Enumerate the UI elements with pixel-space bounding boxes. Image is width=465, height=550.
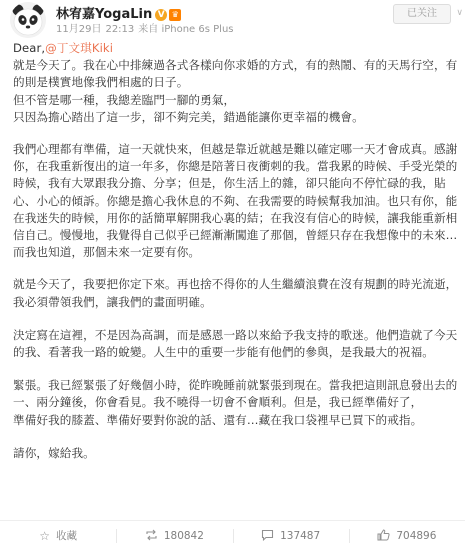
chevron-down-icon[interactable]: ∨ <box>456 8 463 18</box>
repost-count: 180842 <box>163 529 204 542</box>
action-bar <box>0 520 465 550</box>
paragraph-4: 決定寫在這裡，不是因為高調，而是感恩一路以來給予我支持的歌迷。他們造就了今天的我、看著我一路的蛻變。人生中的重要一步能有他們的參與，是我最大的祝福。 <box>13 327 458 360</box>
paragraph-2: 我們心理都有準備，這一天就快來，但越是靠近就越是難以確定哪一天才會成真。感謝你，在我重新復出的這一年多，你總是陪著日夜衝刺的我。當我累的時候、手受光榮的時候，我有大眾跟我分擔、分享；但是，你生活上的雜，卻只能向不停忙碌的我，貼心、小心的傾訴。你總是擔心我休息的不夠、在我需要的時候幫我加油。也只有你，能在我迷失的時候，用你的話簡單解開我心裏的結；在我沒有信心的時候，讓我能重新相信自己。慢慢地，我覺得自己似乎已經漸漸闖進了那個，曾經只存在我想像中的未來…而我也知道，那個未來一定要有你。 <box>13 142 458 260</box>
followed-button[interactable]: 已关注 <box>393 4 451 24</box>
post-time: 22:13 <box>105 24 135 35</box>
comment-button[interactable] <box>233 521 349 550</box>
post-header <box>0 0 465 36</box>
avatar[interactable] <box>10 2 46 38</box>
paragraph-1: 就是今天了。我在心中排練過各式各樣向你求婚的方式，有的熱鬧、有的天馬行空，有的則是樸實地像我們相處的日子。 但不管是哪一種，我總差臨門一腳的勇氣， 只因為擔心踏出了這一步，卻不夠完美，錯過能讓你更幸福的機會。 <box>13 58 458 124</box>
repost-button[interactable] <box>116 521 232 550</box>
verified-badge-icon: V <box>155 9 167 21</box>
thumbs-up-icon <box>377 529 390 543</box>
like-button[interactable] <box>349 521 465 550</box>
mention-link[interactable]: @丁文琪Kiki <box>45 41 114 55</box>
favorite-label: 收藏 <box>56 530 77 542</box>
paragraph-3: 就是今天了，我要把你定下來。再也捨不得你的人生繼續浪費在沒有規劃的時光流逝，我必須帶領我們，讓我們的畫面明確。 <box>13 277 458 309</box>
paragraph-spacer <box>13 261 458 276</box>
panda-avatar-icon <box>10 2 46 38</box>
paragraph-spacer <box>13 429 458 445</box>
post-body <box>13 40 458 462</box>
favorite-button[interactable] <box>0 521 116 550</box>
greeting-line <box>13 40 458 57</box>
paragraph-spacer <box>13 126 458 141</box>
like-count: 704896 <box>396 529 437 542</box>
vip-crown-icon: ♛ <box>169 9 181 21</box>
star-outline-icon: ☆ <box>39 528 50 543</box>
paragraph-spacer <box>13 311 458 327</box>
post-date: 11月29日 <box>56 24 102 35</box>
repost-icon <box>145 529 158 543</box>
comment-count: 137487 <box>280 529 321 542</box>
post-meta <box>56 20 238 35</box>
paragraph-6: 請你，嫁給我。 <box>13 445 95 460</box>
greeting: Dear, <box>13 41 46 55</box>
post-source: 来自 iPhone 6s Plus <box>138 24 234 35</box>
comment-icon <box>261 529 274 543</box>
paragraph-5: 緊張。我已經緊張了好幾個小時，從昨晚睡前就緊張到現在。當我把這則訊息發出去的一、兩分鐘後，你會看見。我不曉得一切會不會順利。但是，我已經準備好了， 準備好我的膝蓋、準備好要對你說的話、還有…藏在我口袋裡早已買下的戒指。 <box>13 378 458 427</box>
user-name[interactable]: 林宥嘉YogaLin <box>56 7 153 22</box>
paragraph-spacer <box>13 361 458 377</box>
